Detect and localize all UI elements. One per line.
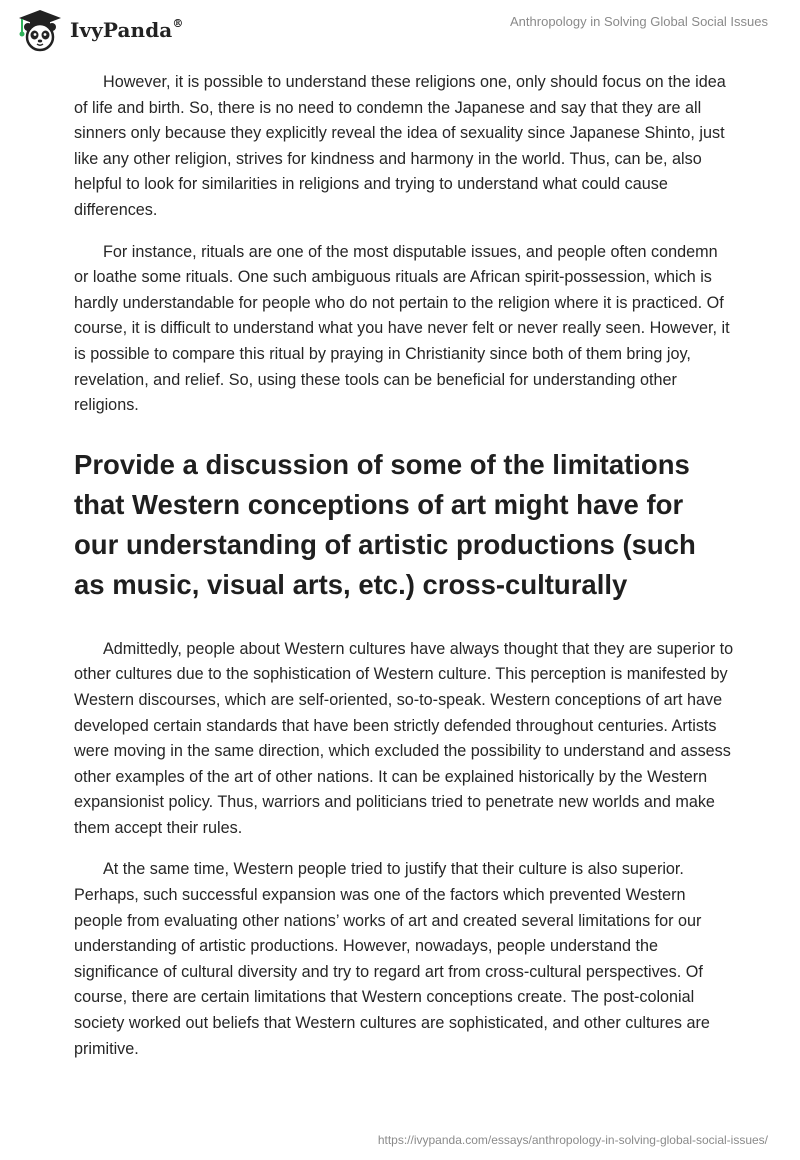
paragraph: At the same time, Western people tried to justify that their culture is also superior. Perhaps, such successful expansion was one of the factors which prevented Western people from evaluating other nations’ works of art and created several limitations for our understanding of artistic productions. However, nowadays, people understand the significance of cultural diversity and try to regard art from cross-cultural perspectives. Of course, there are certain limitations that Western conceptions create. The post-colonial society worked out beliefs that Western cultures are sophisticated, and other cultures are primitive. (74, 860, 710, 1058)
page-header (0, 0, 800, 64)
ivypanda-logo[interactable] (16, 8, 183, 52)
source-url[interactable]: https://ivypanda.com/essays/anthropology-in-solving-global-social-issues/ (377, 1133, 768, 1147)
brand-name: IvyPanda® (70, 17, 184, 42)
paragraph: However, it is possible to understand these religions one, only should focus on the idea of life and birth. So, there is no need to condemn the Japanese and say that they are all sinners only because they explicitly reveal the idea of sexuality since Japanese Shinto, just like any other religion, strives for kindness and harmony in the world. Thus, can be, also helpful to look for similarities in religions and trying to understand what could cause differences. (74, 73, 726, 219)
section-heading: Provide a discussion of some of the limitations that Western conceptions of art might have for our understanding of artistic productions (such as music, visual arts, etc.) cross-culturally (74, 448, 696, 600)
panda-graduate-icon (16, 8, 64, 52)
article-body (74, 70, 734, 1078)
paragraph: For instance, rituals are one of the most disputable issues, and people often condemn or loathe some rituals. One such ambiguous rituals are African spirit-possession, which is hardly understandable for people who do not pertain to the religion where it is practiced. Of course, it is difficult to understand what you have never felt or never really seen. However, it is possible to compare this ritual by praying in Christianity since both of them bring joy, revelation, and relief. So, using these tools can be beneficial for understanding other religions. (74, 242, 730, 415)
document-title: Anthropology in Solving Global Social Issues (510, 14, 768, 29)
paragraph: Admittedly, people about Western cultures have always thought that they are superior to other cultures due to the sophistication of Western culture. This perception is manifested by Western discourses, which are self-oriented, so-to-speak. Western conceptions of art have developed certain standards that have been strictly defended throughout centuries. Artists were moving in the same direction, which excluded the possibility to understand and assess other examples of the art of other nations. It can be explained historically by the Western expansionist policy. Thus, warriors and politicians tried to penetrate new worlds and make them accept their rules. (74, 639, 734, 837)
